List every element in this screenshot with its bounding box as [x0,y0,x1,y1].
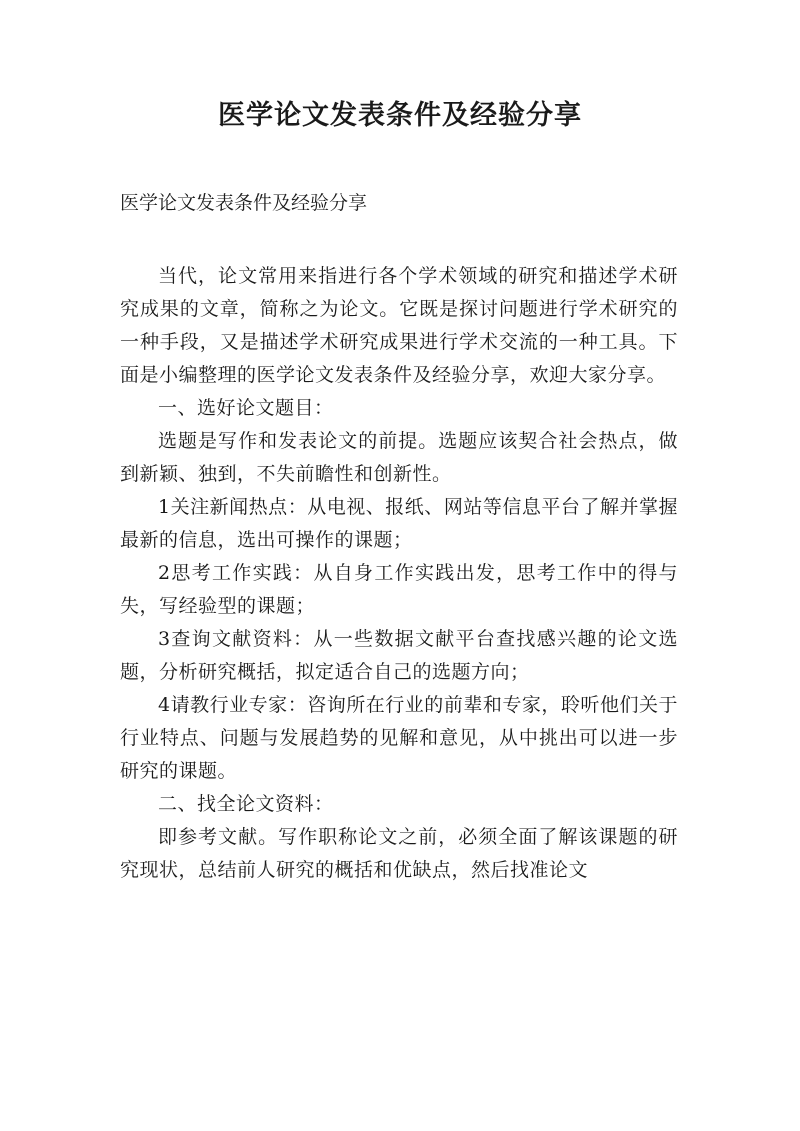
body-paragraph: 即参考文献。写作职称论文之前，必须全面了解该课题的研究现状，总结前人研究的概括和优缺点，然后找准论文 [120,826,678,881]
section-heading-2: 二、找全论文资料： [158,793,334,815]
list-item-4: 4请教行业专家：咨询所在行业的前辈和专家，聆听他们关于行业特点、问题与发展趋势的见解和意见，从中挑出可以进一步研究的课题。 [120,694,678,782]
list-item-2: 2思考工作实践：从自身工作实践出发，思考工作中的得与失，写经验型的课题； [120,562,678,617]
list-item-3: 3查询文献资料：从一些数据文献平台查找感兴趣的论文选题，分析研究概括，拟定适合自己的选题方向； [120,628,678,683]
document-body [120,260,678,887]
list-item-1: 1关注新闻热点：从电视、报纸、网站等信息平台了解并掌握最新的信息，选出可操作的课题； [120,496,678,551]
document-title: 医学论文发表条件及经验分享 [218,100,582,131]
body-paragraph: 选题是写作和发表论文的前提。选题应该契合社会热点，做到新颖、独到，不失前瞻性和创新性。 [120,430,678,485]
intro-paragraph: 当代，论文常用来指进行各个学术领域的研究和描述学术研究成果的文章，简称之为论文。它既是探讨问题进行学术研究的一种手段，又是描述学术研究成果进行学术交流的一种工具。下面是小编整理的医学论文发表条件及经验分享，欢迎大家分享。 [120,265,678,386]
document-subtitle: 医学论文发表条件及经验分享 [120,192,368,214]
section-heading-1: 一、选好论文题目： [158,397,334,419]
